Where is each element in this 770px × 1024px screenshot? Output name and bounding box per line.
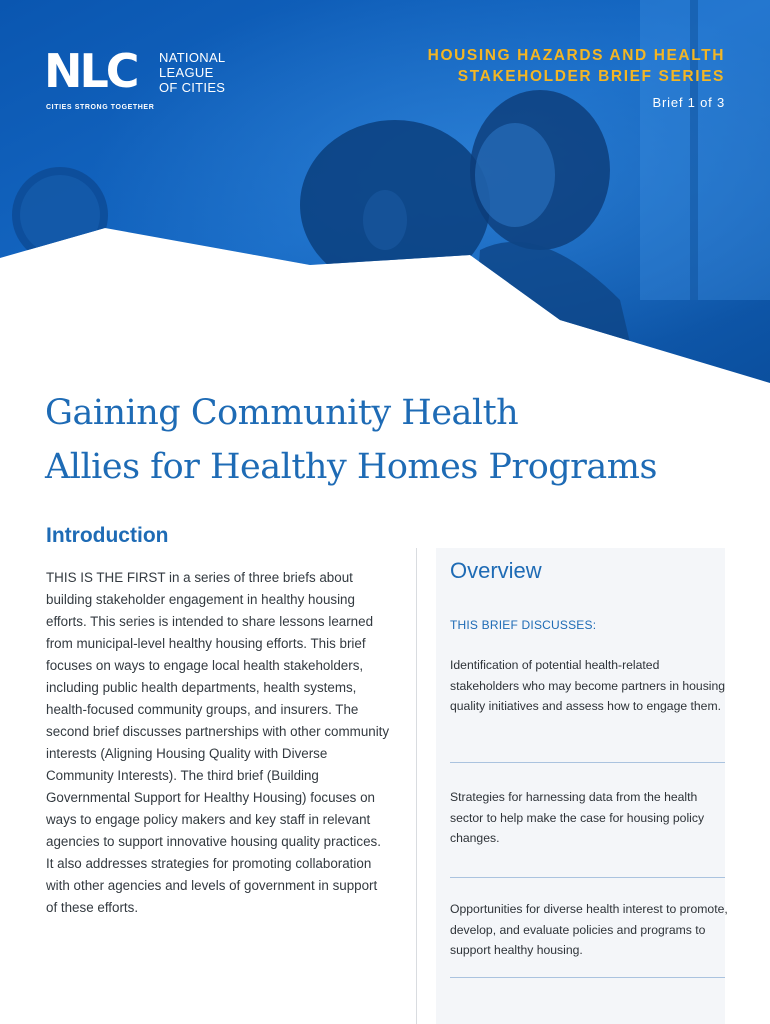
page-title [45,386,745,494]
title-line: Gaining Community Health [45,393,519,433]
overview-divider [450,877,725,878]
logo-word: NATIONAL [159,50,226,65]
logo-tagline: CITIES STRONG TOGETHER [46,104,155,111]
brief-number: Brief 1 of 3 [652,95,725,110]
logo-mark: NLC [44,44,137,98]
logo-word: LEAGUE [159,65,214,80]
title-line: Allies for Healthy Homes Programs [45,447,657,487]
logo-wordmark [159,50,225,95]
series-line: HOUSING HAZARDS AND HEALTH [427,47,725,64]
overview-item: Strategies for harnessing data from the health sector to help make the case for housing policy changes. [450,790,705,846]
introduction-heading: Introduction [46,524,169,547]
introduction-body: THIS IS THE FIRST in a series of three briefs about building stakeholder engagement in healthy housing efforts. This series is intended to share lessons learned from municipal-level healthy housing efforts. This brief focuses on ways to engage local health stakeholders, including public health departments, health systems, health-focused community groups, and insurers. The second brief discusses partnerships with other community interests (Aligning Housing Quality with Diverse Community Interests). The third brief (Building Governmental Support for Healthy Housing) focuses on ways to engage policy makers and key staff in relevant agencies to support innovative housing quality practices. It also addresses strategies for promoting collaboration with other agencies and levels of government in support of these efforts. [46,570,390,915]
series-line: STAKEHOLDER BRIEF SERIES [457,68,725,85]
overview-item: Opportunities for diverse health interest to promote, develop, and evaluate policies and programs to support healthy housing. [450,902,728,958]
overview-divider [450,977,725,978]
overview-heading: Overview [450,558,542,583]
overview-item: Identification of potential health-related stakeholders who may become partners in housing quality initiatives and assess how to engage them. [450,658,726,714]
logo-word: OF CITIES [159,80,226,95]
hero-banner [0,0,770,385]
series-title [428,45,725,87]
nlc-logo [44,46,244,116]
overview-divider [450,762,725,763]
column-divider [416,548,417,1024]
overview-subheading: THIS BRIEF DISCUSSES: [450,618,597,632]
